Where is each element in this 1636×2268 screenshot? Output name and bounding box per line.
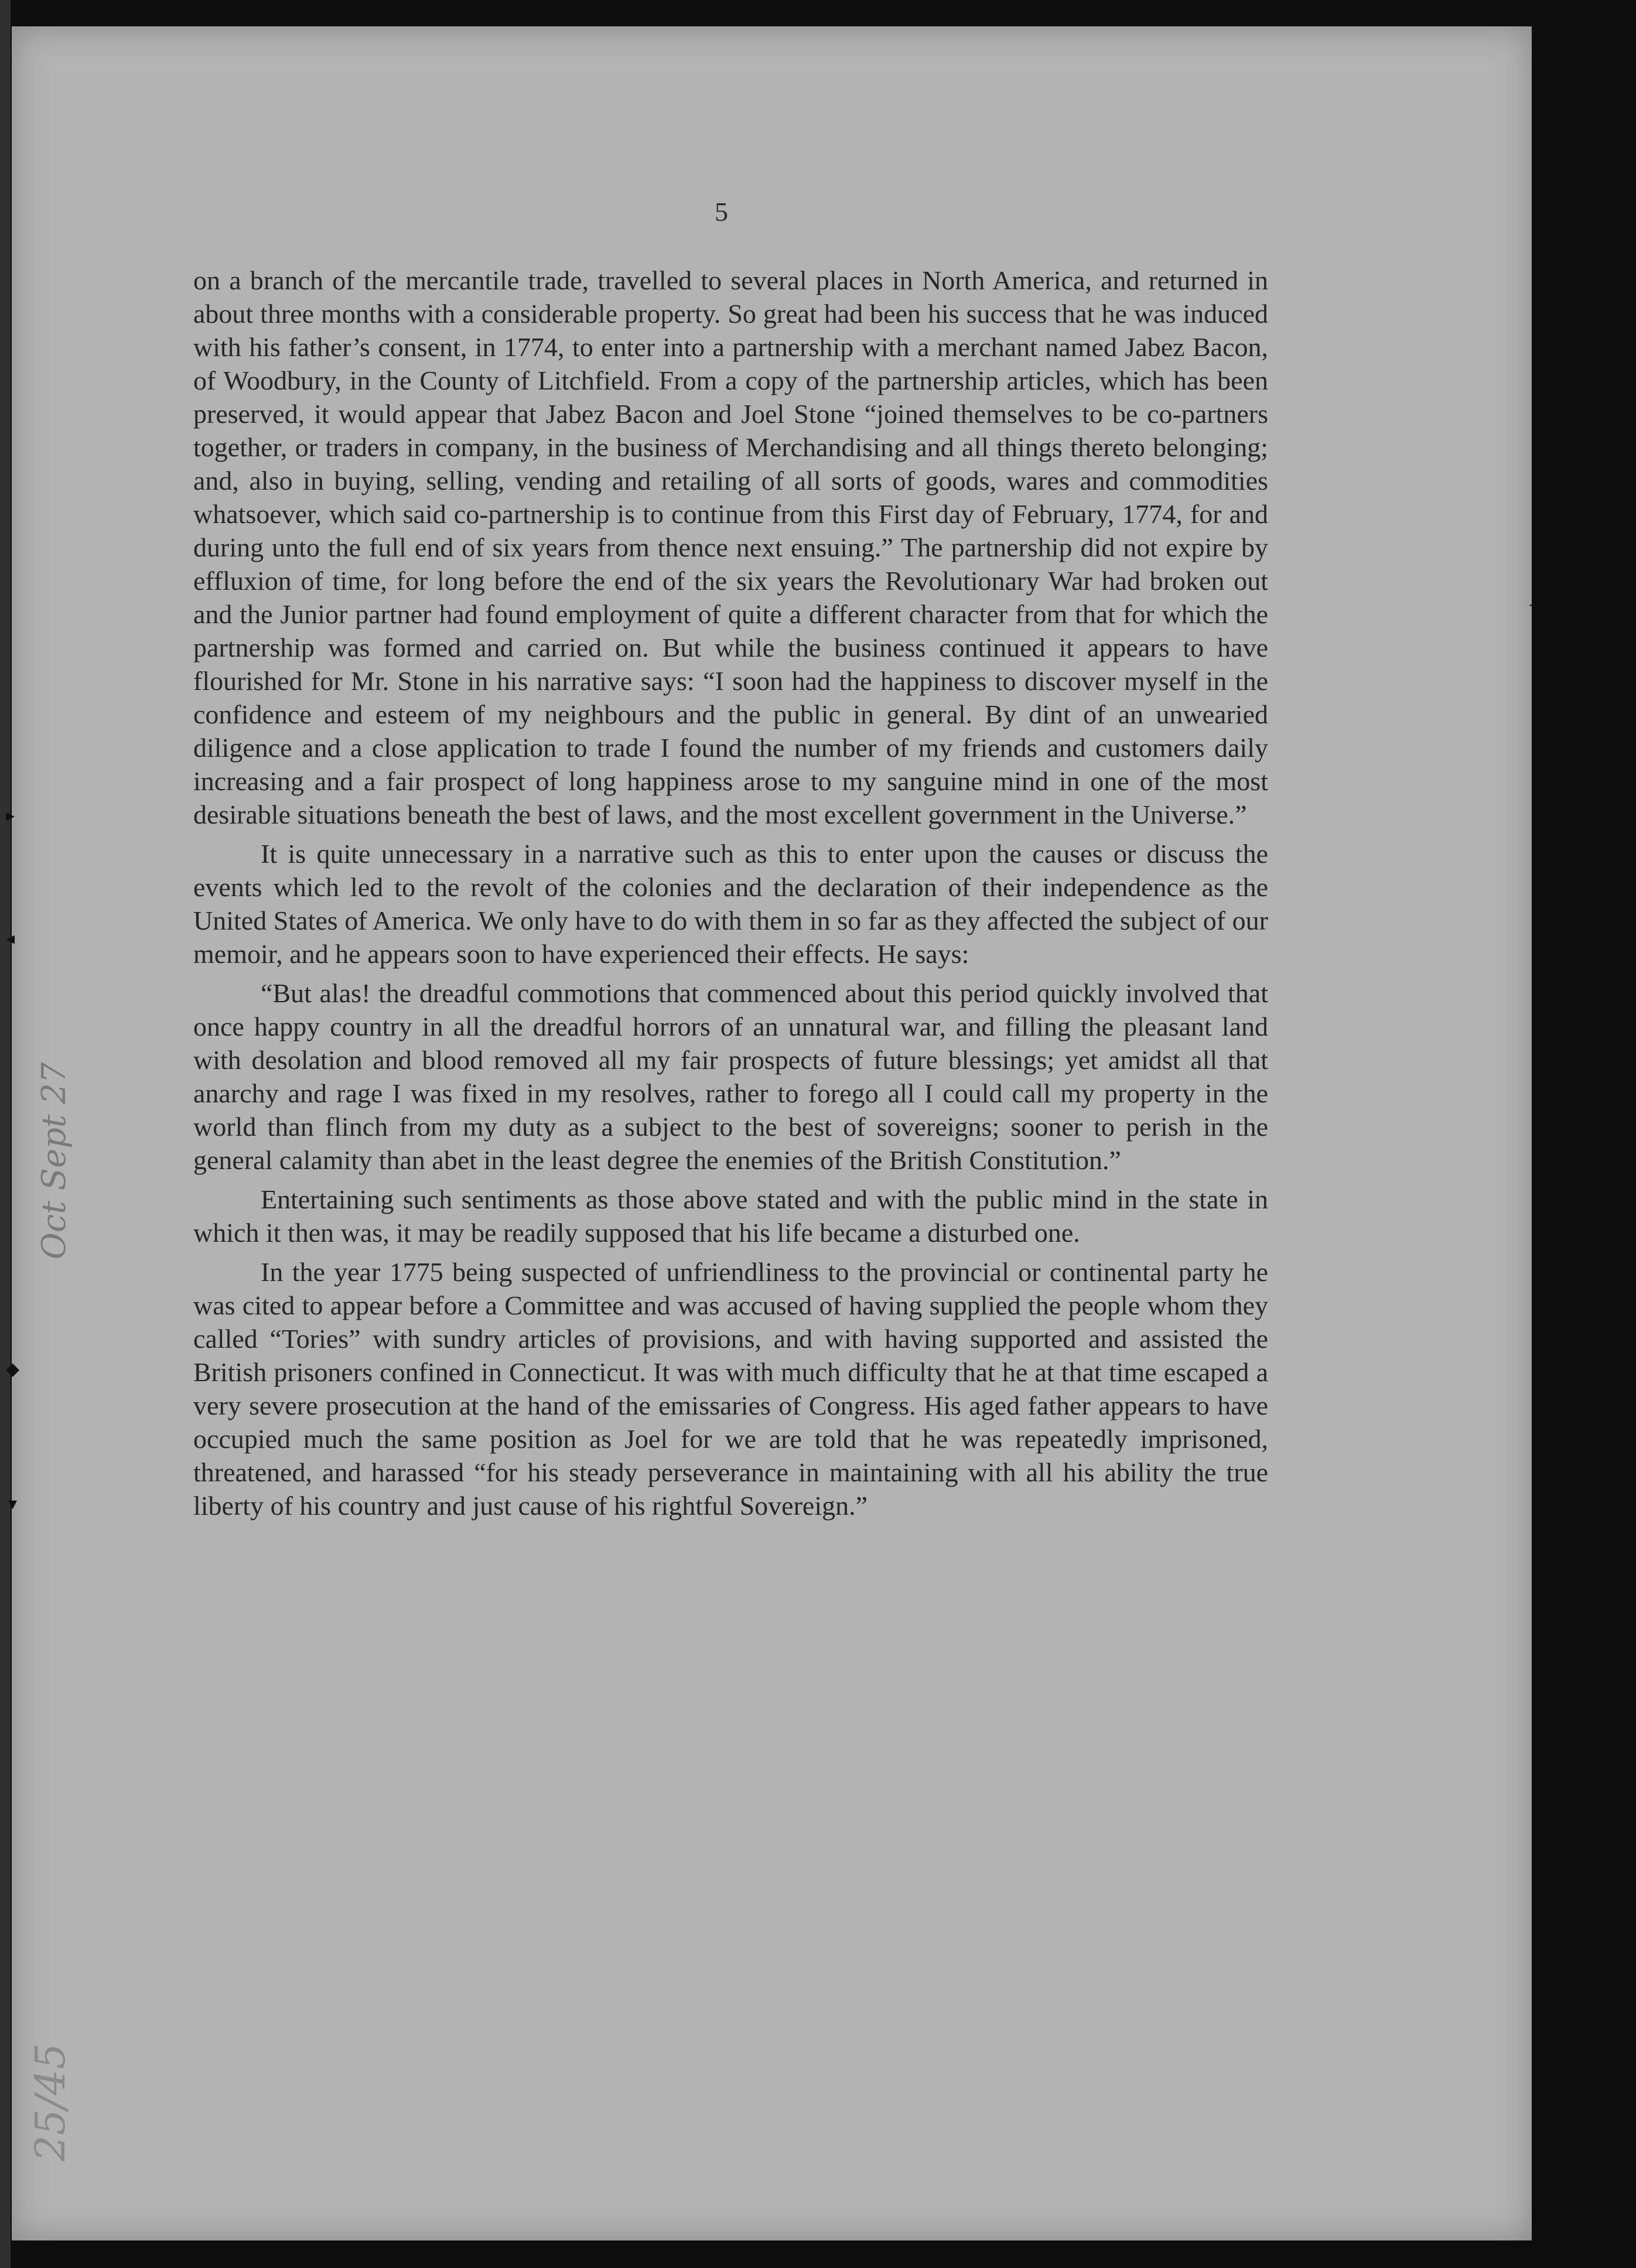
paragraph-1: on a branch of the mercantile trade, travelled to several places in North America, and returned in about three months with a considerable property. So great had been his success that he was induced with his father’s consent, in 1774, to enter into a partnership with a merchant named Jabez Bacon, of Woodbury, in the County of Litchfield. From a copy of the partnership articles, which has been preserved, it would appear that Jabez Bacon and Joel Stone “joined themselves to be co-partners together, or traders in company, in the business of Merchandising and all things thereto belonging; and, also in buying, selling, vending and retailing of all sorts of goods, wares and commodities whatsoever, which said co-partnership is to continue from this First day of February, 1774, for and during unto the full end of six years from thence next ensuing.” The partnership did not expire by effluxion of time, for long before the end of the six years the Revolutionary War had broken out and the Junior partner had found employment of quite a different character from that for which the partnership was formed and carried on. But while the business continued it appears to have flourished for Mr. Stone in his narrative says: “I soon had the happiness to discover myself in the confidence and esteem of my neighbours and the public in general. By dint of an unwearied diligence and a close application to trade I found the number of my friends and customers daily increasing and a fair prospect of long happiness arose to my sanguine mind in one of the most desirable situations beneath the best of laws, and the most excellent government in the Universe.” bbox=[193, 265, 1268, 829]
edge-tick-mark: ▸ bbox=[6, 805, 15, 826]
paragraph-3: Entertaining such sentiments as those above stated and with the public mind in the state in which it then was, it may be readily supposed that his life became a disturbed one. bbox=[193, 1184, 1268, 1248]
paragraph-4: In the year 1775 being suspected of unfriendliness to the provincial or continental party he was cited to appear before a Committee and was accused of having supplied the people whom they called “Tories” with sundry articles of provisions, and with having supported and assisted the British prisoners confined in Connecticut. It was with much difficulty that he at that time escaped a very severe prosecution at the hand of the emissaries of Congress. His aged father appears to have occupied much the same position as Joel for we are told that he was repeatedly imprisoned, threatened, and harassed “for his steady perseverance in maintaining with all his ability the true liberty of his country and just cause of his rightful Sovereign.” bbox=[193, 1257, 1268, 1521]
edge-tick-mark: ◆ bbox=[6, 1359, 20, 1379]
paragraph-quote: “But alas! the dreadful commotions that commenced about this period quickly involved that once happy country in all the dreadful horrors of an unnatural war, and filling the pleasant land with desolation and blood removed all my fair prospects of future blessings; yet amidst all that anarchy and rage I was fixed in my resolves, rather to forego all I could call my property in the world than flinch from my duty as a subject to the best of sovereigns; sooner to perish in the general calamity than abet in the least degree the enemies of the British Constitution.” bbox=[193, 978, 1268, 1175]
body-text bbox=[193, 264, 1268, 1528]
document-page bbox=[12, 26, 1532, 2240]
edge-tick-mark: ◂ bbox=[6, 928, 15, 949]
edge-tick-mark: ‒ bbox=[1529, 595, 1541, 615]
margin-annotation-bottom: 25/45 bbox=[26, 2043, 74, 2161]
margin-annotation-middle: Oct Sept 27 bbox=[35, 1062, 73, 1259]
paragraph-2: It is quite unnecessary in a narrative such as this to enter upon the causes or discuss the events which led to the revolt of the colonies and the declaration of their independence as the United States of America. We only have to do with them in so far as they affected the subject of our memoir, and he appears soon to have experienced their effects. He says: bbox=[193, 839, 1268, 969]
edge-tick-mark: ▾ bbox=[8, 1494, 18, 1514]
binding-edge bbox=[0, 0, 11, 2268]
page-number: 5 bbox=[715, 197, 728, 227]
